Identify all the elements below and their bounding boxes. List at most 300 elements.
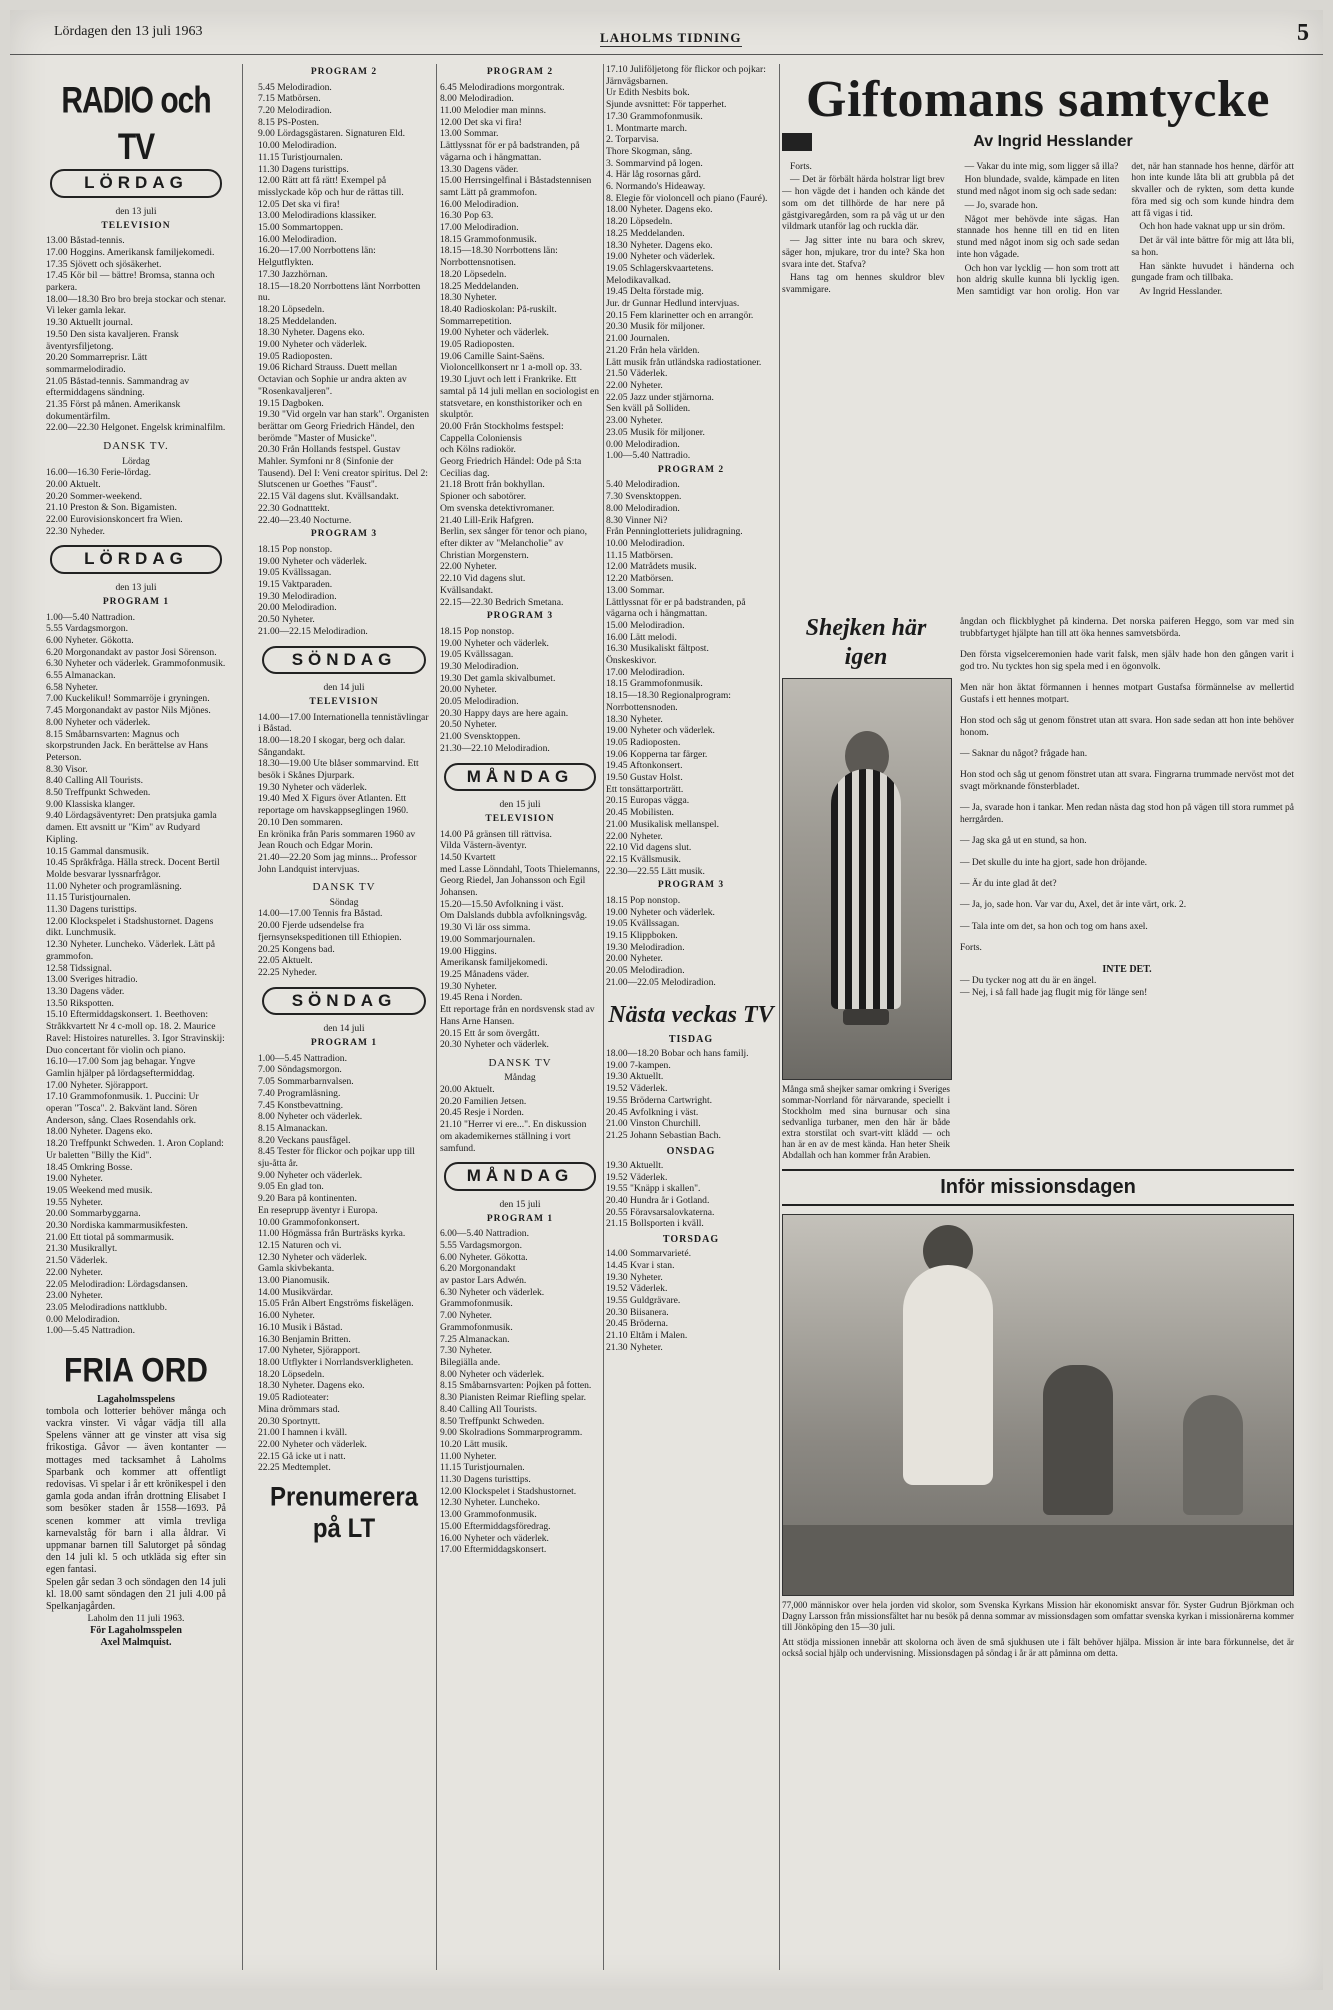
listing-line: 18.30—19.00 Ute blåser sommarvind. Ett besök i Skånes Djurpark. bbox=[258, 758, 419, 782]
day-date: den 14 juli bbox=[323, 1023, 365, 1035]
listing-line: 17.00 Melodiradion. bbox=[440, 222, 519, 234]
listing-line: 22.00 Nyheter. bbox=[606, 830, 663, 842]
listing-line: 19.52 Väderlek. bbox=[606, 1171, 668, 1183]
listing-line: Berlin, sex sånger för tenor och piano, efter dikter av "Melancholie" av Christian Morgenstern. bbox=[440, 526, 588, 561]
listing-line: 1.00—5.45 Nattradion. bbox=[258, 1052, 347, 1064]
listing-line: 22.25 Medtemplet. bbox=[258, 1462, 331, 1474]
listing-line: 19.45 Rena i Norden. bbox=[440, 992, 523, 1004]
byline-block bbox=[782, 133, 812, 151]
listing-line: 21.00 Journalen. bbox=[606, 333, 670, 345]
listing-line: 22.15—22.30 Bedrich Smetana. bbox=[440, 596, 564, 608]
listing-line: Lättlyssnat för er på badstranden, på vägarna och i hängmattan. bbox=[606, 596, 746, 620]
listing-line: 9.00 Lördagsgästaren. Signaturen Eld. bbox=[258, 128, 406, 140]
listing-line: 1.00—5.45 Nattradion. bbox=[46, 1325, 135, 1337]
listing-line: 7.30 Svensktoppen. bbox=[606, 491, 682, 503]
listing-line: 22.25 Nyheder. bbox=[258, 966, 317, 978]
listing-line: 19.05 Radioposten. bbox=[258, 350, 333, 362]
listing-line: 19.15 Dagboken. bbox=[258, 397, 324, 409]
paper-name: LAHOLMS TIDNING bbox=[600, 30, 742, 45]
program-label: PROGRAM 2 bbox=[486, 67, 554, 77]
listing-line: 15.00 Sommartoppen. bbox=[258, 222, 344, 234]
listing-line: 21.00 Svensktoppen. bbox=[440, 731, 521, 743]
listing-line: 19.30 Nyheter. bbox=[606, 1271, 663, 1283]
listing-line: 19.45 Delta förstade mig. bbox=[606, 286, 704, 298]
listing-line: 19.30 Det gamla skivalbumet. bbox=[440, 672, 556, 684]
listing-line: 16.30 Benjamin Britten. bbox=[258, 1333, 351, 1345]
listing-line: 22.15 Kvällsmusik. bbox=[606, 853, 681, 865]
listing-line: 14.00 Musikvärdar. bbox=[258, 1286, 333, 1298]
listing-line: 12.30 Nyheter och väderlek. bbox=[258, 1251, 367, 1263]
listing-line: 19.00 Nyheter och väderlek. bbox=[606, 251, 715, 263]
listing-line: 20.50 Nyheter. bbox=[440, 719, 497, 731]
paragraph: Hon stod och såg ut genom fönstret utan att svara. Hon sade sedan att hon inte behöver honom. bbox=[960, 716, 1294, 738]
listing-line: 10.00 Melodiradion. bbox=[606, 538, 685, 549]
listing-line: 13.00 Sommar. bbox=[440, 128, 499, 140]
listing-line: 19.05 Kvällssagan. bbox=[440, 649, 514, 661]
listing-line: 20.00 Aktuelt. bbox=[440, 1084, 495, 1096]
listing-line: 7.05 Sommarbarnvalsen. bbox=[258, 1076, 354, 1088]
listing-line: 19.40 Med X Figurs över Atlanten. Ett reportage om havskappseglingen 1960. bbox=[258, 793, 409, 817]
next-week-tv-title: Nästa veckas TV bbox=[608, 1001, 774, 1028]
listing-line: Järnvägsbarnen. bbox=[606, 75, 669, 87]
listing-line: 11.15 Turistjournalen. bbox=[46, 892, 131, 904]
listing-line: 8.45 Tester för flickor och pojkar upp till sju-åtta år. bbox=[258, 1146, 415, 1170]
listing-line: 12.05 Det ska vi fira! bbox=[258, 198, 340, 210]
listing-line: 17.00 Melodiradion. bbox=[606, 666, 685, 678]
listing-line: 19.00 Sommarjournalen. bbox=[440, 933, 536, 945]
listing-line: 20.05 Melodiradion. bbox=[606, 965, 685, 977]
listing-line: 21.00 Vinston Churchill. bbox=[606, 1118, 701, 1130]
listing-line: 8.20 Veckans pausfågel. bbox=[258, 1134, 351, 1146]
paragraph: Det är väl inte bättre för mig att låta bli, sa hon. bbox=[1131, 236, 1294, 258]
mission-title: Inför missionsdagen bbox=[782, 1169, 1294, 1205]
dansk-tv-label: DANSK TV. bbox=[103, 440, 169, 453]
listing-line: 10.15 Gammal dansmusik. bbox=[46, 845, 149, 857]
listing-line: 14.45 Kvar i stan. bbox=[606, 1259, 675, 1271]
listing-line: 11.30 Dagens turisttips. bbox=[46, 904, 137, 916]
fria-ord-sign2: Axel Malmquist. bbox=[100, 1636, 172, 1648]
listing-line: 18.30 Nyheter. bbox=[606, 713, 663, 725]
radio-listing bbox=[606, 64, 776, 462]
listing-line: 21.18 Brott från bokhyllan. bbox=[440, 479, 545, 491]
listing-line: 21.00 Ett tiotal på sommarmusik. bbox=[46, 1231, 174, 1243]
paragraph: — Ja, svarade hon i tankar. Men redan nästa dag stod hon på vägen till stora rummet på herrgården. bbox=[960, 803, 1294, 826]
paragraph: Något mer behövde inte sägas. Han stannade hos henne till en tid en liten stund med något inom sig och sade sedan inte hon vågade. bbox=[956, 214, 1120, 260]
listing-line: 19.06 Camille Saint-Saëns. Violoncellkonsert nr 1 a-moll op. 33. bbox=[440, 350, 582, 374]
listing-line: 19.52 Väderlek. bbox=[606, 1083, 668, 1095]
listing-line: 19.30 Vi lär oss simma. bbox=[440, 922, 531, 934]
listing-line: 19.55 Guldgrävare. bbox=[606, 1295, 681, 1307]
paragraph: — Vakar du inte mig, som ligger så illa? bbox=[964, 161, 1119, 172]
listing-line: Grammofonmusik. bbox=[440, 1321, 513, 1333]
page-number: 5 bbox=[1297, 20, 1309, 46]
listing-line: 8.15 Småbarnsvarten: Magnus och skorpstrunden Jack. En berättelse av Hans Peterson. bbox=[46, 728, 208, 763]
listing-line: Önskeskivor. bbox=[606, 655, 657, 667]
listing-line: 7.40 Programläsning. bbox=[258, 1087, 341, 1099]
listing-line: 22.30 Nyheder. bbox=[46, 525, 105, 537]
column-program-2 bbox=[258, 64, 430, 1970]
paragraph: — Saknar du något? frågade han. bbox=[960, 749, 1088, 760]
radio-listing bbox=[258, 82, 430, 527]
paragraph: Hans tag om hennes skuldror blev svammigare. bbox=[782, 273, 945, 296]
listing-line: 7.45 Konstbevattning. bbox=[258, 1099, 344, 1111]
listing-line: 19.00 Nyheter. bbox=[46, 1173, 103, 1185]
listing-line: 22.30 Godnatttekt. bbox=[258, 502, 330, 514]
listing-line: 20.30 Biisanera. bbox=[606, 1306, 669, 1318]
radio-listing bbox=[440, 82, 600, 609]
listing-line: 15.00 Herrsingelfinal i Båstadstennisen bbox=[440, 175, 592, 187]
listing-line: 12.00 Det ska vi fira! bbox=[440, 116, 522, 128]
listing-line: 5.55 Vardagsmorgon. bbox=[46, 623, 128, 635]
listing-line: 8. Elegie för violoncell och piano (Fauré). bbox=[606, 192, 768, 204]
paragraph: Av Ingrid Hesslander. bbox=[1139, 287, 1223, 298]
listing-line: 20.00 Aktuelt. bbox=[46, 478, 101, 490]
listing-line: 18.25 Meddelanden. bbox=[258, 315, 337, 327]
listing-line: 21.50 Väderlek. bbox=[46, 1255, 108, 1267]
listing-line: 10.00 Melodiradion. bbox=[258, 140, 337, 152]
listing-line: Ett reportage från en nordsvensk stad av Hans Arne Hansen. bbox=[440, 1004, 595, 1027]
listing-line: 8.00 Melodiradion. bbox=[606, 502, 680, 514]
listing-line: 19.05 Radioposten. bbox=[440, 339, 515, 351]
listing-line: 20.20 Sommarreprisr. Lätt sommarmelodiradio. bbox=[46, 352, 148, 375]
paragraph: — Det är förbält härda holstrar ligt brev — hon vägde det i handen och kände det som om det tillhörde de har nere på gästgivaregården, som ra på väg ut ur den vildmark utanför lag och ruckla där. bbox=[782, 175, 945, 233]
listing-line: 16.20—17.00 Norrbottens län: Helgutflykten. bbox=[258, 245, 376, 269]
listing-line: 18.25 Meddelanden. bbox=[440, 280, 519, 292]
tv-label: TELEVISION bbox=[309, 696, 379, 707]
column-radio-tv bbox=[46, 64, 226, 1970]
listing-line: Grammofonmusik. bbox=[440, 1298, 513, 1310]
listing-line: 6.30 Nyheter och väderlek. bbox=[440, 1286, 545, 1298]
listing-line: 16.10—17.00 Som jag behagar. Yngve Gamlin hjälper på lördagseftermiddag. bbox=[46, 1056, 196, 1079]
article-body bbox=[782, 162, 1294, 602]
day-date: den 15 juli bbox=[499, 799, 541, 811]
listing-line: Kvällsandakt. bbox=[440, 584, 494, 596]
tv-label: TELEVISION bbox=[485, 813, 555, 824]
listing-line: 18.15—18.30 Norrbottens län: Norrbottensnotisen. bbox=[440, 245, 558, 269]
joke-text-2: — Nej, i så fall hade jag flugit mig för länge sen! bbox=[960, 988, 1148, 999]
program-label: PROGRAM 1 bbox=[310, 1038, 378, 1049]
photo-figure-robe bbox=[831, 769, 901, 1009]
listing-line: 12.15 Naturen och vi. bbox=[258, 1239, 342, 1251]
listing-line: 13.30 Dagens väder. bbox=[440, 163, 519, 175]
fria-ord-subtitle: Lagaholmsspelens bbox=[97, 1393, 175, 1405]
listing-line: 22.05 Melodiradion: Lördagsdansen. bbox=[46, 1278, 188, 1290]
listing-line: 18.00 Nyheter. Dagens eko. bbox=[46, 1126, 153, 1138]
listing-line: 19.00 Higgins. bbox=[440, 945, 497, 957]
listing-line: 22.10 Vid dagens slut. bbox=[606, 842, 692, 854]
listing-line: 18.15 Pop nonstop. bbox=[258, 543, 333, 555]
listing-line: 12.00 Rätt att få rätt! Exempel på misslyckade köp och hur de rättas till. bbox=[258, 175, 404, 198]
listing-line: 20.45 Mobilisten. bbox=[606, 807, 674, 819]
listing-line: 19.06 Richard Strauss. Duett mellan Octavian och Sophie ur andra akten av "Rosenkavaljeren". bbox=[258, 362, 407, 397]
listing-line: 21.10 Eltåm i Malen. bbox=[606, 1330, 688, 1342]
listing-line: 9.00 Skolradions Sommarprogramm. bbox=[440, 1427, 583, 1439]
radio-listing bbox=[258, 1053, 430, 1474]
listing-line: 11.15 Turistjournalen. bbox=[258, 151, 343, 163]
listing-line: 19.50 Den sista kavaljeren. Fransk äventyrsfiljetong. bbox=[46, 328, 179, 352]
listing-line: 19.00 Nyheter och väderlek. bbox=[440, 637, 549, 649]
listing-line: 15.10 Eftermiddagskonsert. 1. Beethoven: Stråkkvartett Nr 4 c-moll op. 18. 2. Maurice Ravel: Histoires naturelles. 3. Igor Stravinskij: Duo concertant för violin och piano. bbox=[46, 1009, 225, 1056]
listing-line: 23.00 Nyheter. bbox=[606, 415, 663, 427]
listing-line: Sångandakt. bbox=[258, 746, 306, 758]
listing-line: 19.30 Nyheter. bbox=[440, 980, 497, 992]
day-pill-lordag: LÖRDAG bbox=[50, 169, 222, 198]
listing-line: 8.00 Melodiradion. bbox=[440, 93, 514, 105]
fria-ord-sign1: För Lagaholmsspelen bbox=[90, 1624, 182, 1636]
fria-ord-text2: Spelen går sedan 3 och söndagen den 14 juli kl. 18.00 samt söndagen den 21 juli 4.00 på Spelkanjagården. bbox=[46, 1576, 226, 1612]
listing-line: 8.00 Nyheter och väderlek. bbox=[440, 1368, 545, 1380]
listing-line: 21.00—22.05 Melodiradion. bbox=[606, 976, 716, 988]
listing-line: 18.30 Nyheter. bbox=[440, 292, 497, 304]
listing-line: 22.00 Nyheter. bbox=[46, 1266, 103, 1278]
listing-line: 19.50 Gustav Holst. bbox=[606, 772, 683, 784]
listing-line: 0.00 Melodiradion. bbox=[46, 1313, 120, 1325]
listing-line: 18.15 Grammofonmusik. bbox=[440, 233, 537, 245]
listing-line: 20.30 Från Hollands festspel. Gustav Mahler. Symfoni nr 8 (Sinfonie der Tausend). Del I: Veni creator spiritus. Del 2: Slutscenen ur Goethes "Faust". bbox=[258, 444, 428, 491]
joke-title: INTE DET. bbox=[1102, 964, 1152, 976]
listing-line: 21.40—22.20 Som jag minns... Professor John Landquist intervjuas. bbox=[258, 851, 417, 875]
listing-line: 17.30 Grammofonmusik. bbox=[606, 110, 703, 122]
listing-line: 20.15 Europas vägga. bbox=[606, 795, 690, 807]
listing-line: 8.50 Treffpunkt Schweden. bbox=[46, 787, 151, 799]
listing-line: 18.15—18.30 Regionalprogram: Norrbottensnoden. bbox=[606, 690, 731, 713]
listing-line: 16.00 Melodiradion. bbox=[258, 233, 337, 245]
column-feature bbox=[782, 64, 1294, 1970]
listing-line: 21.30 Musikrallyt. bbox=[46, 1243, 118, 1255]
listing-line: 16.00 Nyheter. bbox=[258, 1310, 315, 1322]
listing-line: Melodikavalkad. bbox=[606, 274, 671, 286]
listing-line: med Lasse Lönndahl, Toots Thielemanns, Georg Riedel, Jan Johansson och Egil Johansen. bbox=[440, 863, 600, 899]
listing-line: 20.30 Nyheter och väderlek. bbox=[440, 1039, 549, 1051]
listing-line: 17.10 Juliföljetong för flickor och pojkar: bbox=[606, 64, 766, 75]
program-label: PROGRAM 3 bbox=[486, 611, 554, 622]
listing-line: 22.10 Vid dagens slut. bbox=[440, 573, 526, 585]
listing-line: 19.00 Nyheter och väderlek. bbox=[606, 725, 715, 737]
newspaper-page bbox=[10, 10, 1323, 1990]
paragraph: Han sänkte huvudet i händerna och gungade fram och tillbaka. bbox=[1131, 261, 1294, 284]
listing-line: 16.30 Musikaliskt fältpost. bbox=[606, 643, 709, 655]
listing-line: 8.40 Calling All Tourists. bbox=[46, 775, 143, 787]
listing-line: 19.30 Aktuellt. bbox=[606, 1071, 664, 1083]
listing-line: 18.20 Treffpunkt Schweden. 1. Aron Copland: Ur baletten "Billy the Kid". bbox=[46, 1138, 224, 1161]
mission-caption: 77,000 människor over hela jorden vid skolor, som Svenska Kyrkans Mission här ekonomiskt ansvar för. Syster Gudrun Björkman och Dagny Larsson från missionsfältet har nu besök på denna sommar av missionsdagen som omfattar svenska kyrkan i missionärerna kommer till Jönköping den 15—30 juli. bbox=[782, 1599, 1294, 1632]
listing-line: 16.00 Lätt melodi. bbox=[606, 631, 677, 643]
listing-line: 6.00 Nyheter. Gökotta. bbox=[46, 634, 134, 646]
paragraph: Forts. bbox=[790, 161, 812, 172]
dansk-tv-label: DANSK TV bbox=[312, 881, 376, 894]
listing-line: 3. Sommarvind på logen. bbox=[606, 157, 703, 169]
listing-line: 19.30 Aktuellt. bbox=[606, 1159, 664, 1171]
listing-line: Mina drömmars stad. bbox=[258, 1403, 340, 1415]
listing-line: 18.30 Nyheter. Dagens eko. bbox=[258, 1380, 365, 1392]
listing-line: 19.55 Nyheter. bbox=[46, 1196, 103, 1208]
listing-line: 9.00 Nyheter och väderlek. bbox=[258, 1169, 363, 1181]
listing-line: 13.00 Pianomusik. bbox=[258, 1275, 330, 1287]
listing-line: och Kölns radiokör. bbox=[440, 444, 516, 456]
dansk-listing bbox=[258, 908, 430, 978]
listing-line: 9.05 En glad ton. bbox=[258, 1181, 324, 1193]
listing-line: 20.15 Fem klarinetter och en arrangör. bbox=[606, 309, 754, 321]
listing-line: 7.20 Melodiradion. bbox=[258, 104, 332, 116]
listing-line: 19.25 Månadens väder. bbox=[440, 968, 529, 980]
program-label: PROGRAM 3 bbox=[310, 529, 378, 540]
listing-line: Vilda Västern-äventyr. bbox=[440, 840, 527, 852]
listing-line: av pastor Lars Adwén. bbox=[440, 1275, 527, 1287]
radio-listing bbox=[606, 895, 776, 989]
listing-line: 17.00 Hoggins. Amerikansk familjekomedi. bbox=[46, 246, 215, 258]
fria-ord-title: FRIA ORD bbox=[64, 1351, 208, 1390]
listing-line: 8.15 PS-Posten. bbox=[258, 116, 320, 128]
issue-date: Lördagen den 13 juli 1963 bbox=[54, 24, 203, 39]
dansk-day: Lördag bbox=[122, 455, 150, 467]
tv-listing bbox=[46, 235, 226, 434]
listing-line: 19.30 "Vid orgeln var han stark". Organisten berättar om Georg Friedrich Händel, den berömde "Master of Musicke". bbox=[258, 409, 430, 444]
column-program-4 bbox=[606, 64, 776, 1970]
byline-row bbox=[782, 132, 1294, 152]
paragraph: Och hon hade vaknat upp ur sin dröm. bbox=[1139, 222, 1285, 233]
listing-line: 21.10 "Herrer vi ere...". En diskussion om akademikernes ställning i vort samfund. bbox=[440, 1119, 587, 1154]
listing-line: 16.00 Nyheter och väderlek. bbox=[440, 1532, 549, 1544]
listing-line: 19.00 Nyheter och väderlek. bbox=[258, 339, 367, 351]
listing-line: Spioner och sabotörer. bbox=[440, 491, 527, 503]
day-date: den 13 juli bbox=[115, 582, 157, 594]
next-week-day-title: ONSDAG bbox=[666, 1145, 716, 1157]
listing-line: 13.30 Dagens väder. bbox=[46, 986, 125, 997]
listing-line: 19.30 Melodiradion. bbox=[440, 660, 519, 672]
listing-line: 18.30 Nyheter. Dagens eko. bbox=[606, 239, 713, 251]
program-label: PROGRAM 2 bbox=[310, 67, 378, 77]
sheik-photo bbox=[782, 678, 952, 1080]
listing-line: 4. Här låg rosornas gård. bbox=[606, 169, 701, 181]
listing-line: 20.05 Melodiradion. bbox=[440, 696, 519, 708]
listing-line: En reseprupp äventyr i Europa. bbox=[258, 1204, 378, 1216]
mission-text: Att stödja missionen innebär att skolorna och även de små sjukhusen ute i fält behöver hjälpa. Mission är inte bara förkunnelse, det är också social hjälp och undervisning. Missionsdagen på söndag i år är att påminna om detta. bbox=[782, 1636, 1294, 1658]
listing-line: 19.45 Aftonkonsert. bbox=[606, 760, 683, 772]
listing-line: 8.30 Visor. bbox=[46, 763, 88, 775]
listing-line: 21.35 Först på månen. Amerikansk dokumentärfilm. bbox=[46, 399, 181, 422]
listing-line: 1. Montmarte march. bbox=[606, 122, 687, 134]
listing-line: Sen kväll på Solliden. bbox=[606, 403, 691, 415]
listing-line: 19.00 Nyheter och väderlek. bbox=[258, 555, 367, 567]
listing-line: 19.55 Bröderna Cartwright. bbox=[606, 1094, 713, 1106]
listing-line: 13.50 Rikspotten. bbox=[46, 997, 114, 1009]
listing-line: 15.00 Melodiradion. bbox=[606, 619, 685, 631]
photo-figure-feet bbox=[843, 1009, 889, 1025]
day-pill-sondag-radio: SÖNDAG bbox=[262, 987, 426, 1016]
listing-line: 20.55 Föravsarsalovkaterna. bbox=[606, 1206, 715, 1218]
listing-line: 0.00 Melodiradion. bbox=[606, 438, 680, 450]
day-pill-mandag: MÅNDAG bbox=[444, 763, 596, 792]
listing-line: 11.15 Matbörsen. bbox=[606, 549, 674, 561]
listing-line: 21.10 Preston & Son. Bigamisten. bbox=[46, 502, 177, 514]
listing-line: 18.00—18.20 Bobar och hans familj. bbox=[606, 1048, 749, 1060]
listing-line: 6.58 Nyheter. bbox=[46, 681, 98, 693]
listing-line: 20.15 Ett år som övergått. bbox=[440, 1027, 540, 1039]
radio-listing bbox=[440, 1228, 600, 1556]
paragraph: — Ja, jo, sade hon. Var var du, Axel, det är inte värt, ork. 2. bbox=[960, 900, 1187, 911]
day-pill-mandag-radio: MÅNDAG bbox=[444, 1162, 596, 1191]
listing-line: 5.55 Vardagsmorgon. bbox=[440, 1239, 522, 1251]
listing-line: 20.45 Resje i Norden. bbox=[440, 1107, 524, 1119]
byline: Av Ingrid Hesslander bbox=[973, 133, 1133, 150]
listing-line: 14.00 Sommarvarieté. bbox=[606, 1248, 691, 1260]
listing-line: 23.05 Musik för miljoner. bbox=[606, 426, 705, 438]
listing-line: 15.20—15.50 Avfolkning i väst. bbox=[440, 898, 564, 910]
listing-line: Ett tonsättarporträtt. bbox=[606, 783, 684, 795]
listing-line: 11.15 Turistjournalen. bbox=[440, 1462, 525, 1474]
listing-line: 18.00 Nyheter. Dagens eko. bbox=[606, 204, 713, 216]
paragraph: — Jag sitter inte nu bara och skrev, säger hon, mjukare, tror du inte? Ska hon svara inte det. Stafva? bbox=[782, 236, 945, 270]
listing-line: 20.30 Sportnytt. bbox=[258, 1415, 321, 1427]
listing-line: 11.30 Dagens turisttips. bbox=[440, 1474, 531, 1486]
listing-line: 19.00 Nyheter och väderlek. bbox=[440, 327, 549, 339]
listing-line: 18.20 Löpsedeln. bbox=[440, 268, 507, 280]
listing-line: 22.00 Nyheter och väderlek. bbox=[258, 1438, 367, 1450]
listing-line: 6. Normando's Hideaway. bbox=[606, 181, 706, 193]
listing-line: 13.00 Grammofonmusik. bbox=[440, 1509, 537, 1521]
listing-line: 20.30 Musik för miljoner. bbox=[606, 321, 705, 333]
column-program-3 bbox=[440, 64, 600, 1970]
listing-line: Från Penninglotteriets julidragning. bbox=[606, 526, 743, 538]
listing-line: 18.00 Utflykter i Norrlandsverkligheten. bbox=[258, 1356, 414, 1368]
listing-line: Jur. dr Gunnar Hedlund intervjuas. bbox=[606, 298, 740, 310]
listing-line: 16.00—16.30 Ferie-lördag. bbox=[46, 467, 151, 479]
day-pill-sondag: SÖNDAG bbox=[262, 646, 426, 675]
paragraph: — Tala inte om det, sa hon och tog om hans axel. bbox=[960, 921, 1148, 932]
listing-line: 22.15 Gå icke ut i natt. bbox=[258, 1450, 346, 1462]
listing-line: 10.00 Grammofonkonsert. bbox=[258, 1216, 360, 1228]
column-rule bbox=[436, 64, 437, 1970]
subscribe-ad: Prenumerera på LT bbox=[269, 1482, 419, 1545]
listing-line: 19.06 Kopperna tar färger. bbox=[606, 748, 708, 760]
listing-line: 11.00 Högmässa från Burträsks kyrka. bbox=[258, 1228, 406, 1240]
listing-line: 6.55 Almanackan. bbox=[46, 670, 116, 682]
listing-line: 7.25 Almanackan. bbox=[440, 1333, 510, 1345]
photo-headline: Shejken här igen bbox=[805, 614, 927, 670]
listing-line: 10.45 Språkfråga. Hälla streck. Docent Bertil Molde besvarar lyssnarfrågor. bbox=[46, 857, 220, 880]
dansk-day: Måndag bbox=[504, 1072, 536, 1084]
listing-line: 6.20 Morgonandakt bbox=[440, 1263, 516, 1275]
listing-line: 12.30 Nyheter. Luncheko. Väderlek. Lätt på grammofon. bbox=[46, 939, 215, 962]
listing-line: 13.00 Sveriges hitradio. bbox=[46, 974, 138, 986]
listing-line: 14.00 På gränsen till rättvisa. bbox=[440, 828, 552, 840]
listing-line: 8.00 Nyheter och väderlek. bbox=[46, 716, 151, 728]
listing-line: 22.40—23.40 Nocturne. bbox=[258, 514, 352, 526]
headline: Giftomans samtycke bbox=[806, 71, 1270, 128]
mission-photo bbox=[782, 1214, 1294, 1596]
listing-line: 17.45 Kör bil — bättre! Bromsa, stanna och parkera. bbox=[46, 270, 215, 294]
listing-line: 20.25 Kongens bad. bbox=[258, 943, 335, 955]
listing-line: 20.00 Nyheter. bbox=[606, 953, 663, 965]
listing-line: 19.05 Schlagerskvaartetens. bbox=[606, 262, 714, 274]
listing-line: 9.40 Lördagsäventyret: Den pratsjuka gamla damen. Ett avsnitt ur "Kim" av Rudyard Kipling. bbox=[46, 810, 217, 845]
feature-row bbox=[782, 608, 1294, 1162]
listing-line: 20.40 Hundra år i Gotland. bbox=[606, 1194, 710, 1206]
page-header bbox=[10, 10, 1323, 55]
listing-line: 18.25 Meddelanden. bbox=[606, 227, 685, 239]
fria-ord-text: tombola och lotterier behöver många och vackra vinster. Vi vågar vädja till alla Spelens vänner att ge vinster att visa sig frikostiga. Gåvor — även kontanter — mottages med tacksamhet å Laholms Sparbank och kommer att offentligt redovisas. Vi spelar i år ett krönikespel i den gamla goda andan ifrån drottning Elisabet I som besöker staden år 1558—1693. På scenen kommer att vimla trevliga karnevalståg för barn i alla åldrar. Vi uppmanar barnen till Salutorget på söndag den 14 juli kl. 5 och utkläda sig efter sin egen fantasi. bbox=[46, 1405, 226, 1576]
listing-line: 19.30 Melodiradion. bbox=[258, 590, 337, 602]
next-week-days bbox=[606, 1034, 776, 1354]
radio-listing bbox=[258, 544, 430, 638]
photo-person-3 bbox=[1183, 1395, 1243, 1515]
photo-person-2 bbox=[1043, 1365, 1113, 1515]
listing-line: 14.00—17.00 Tennis fra Båstad. bbox=[258, 908, 383, 920]
listing-line: 12.00 Matrådets musik. bbox=[606, 561, 697, 573]
listing-line: 18.15 Pop nonstop. bbox=[440, 625, 515, 637]
day-date: den 14 juli bbox=[323, 682, 365, 694]
listing-line: 11.30 Dagens turisttips. bbox=[258, 163, 349, 175]
